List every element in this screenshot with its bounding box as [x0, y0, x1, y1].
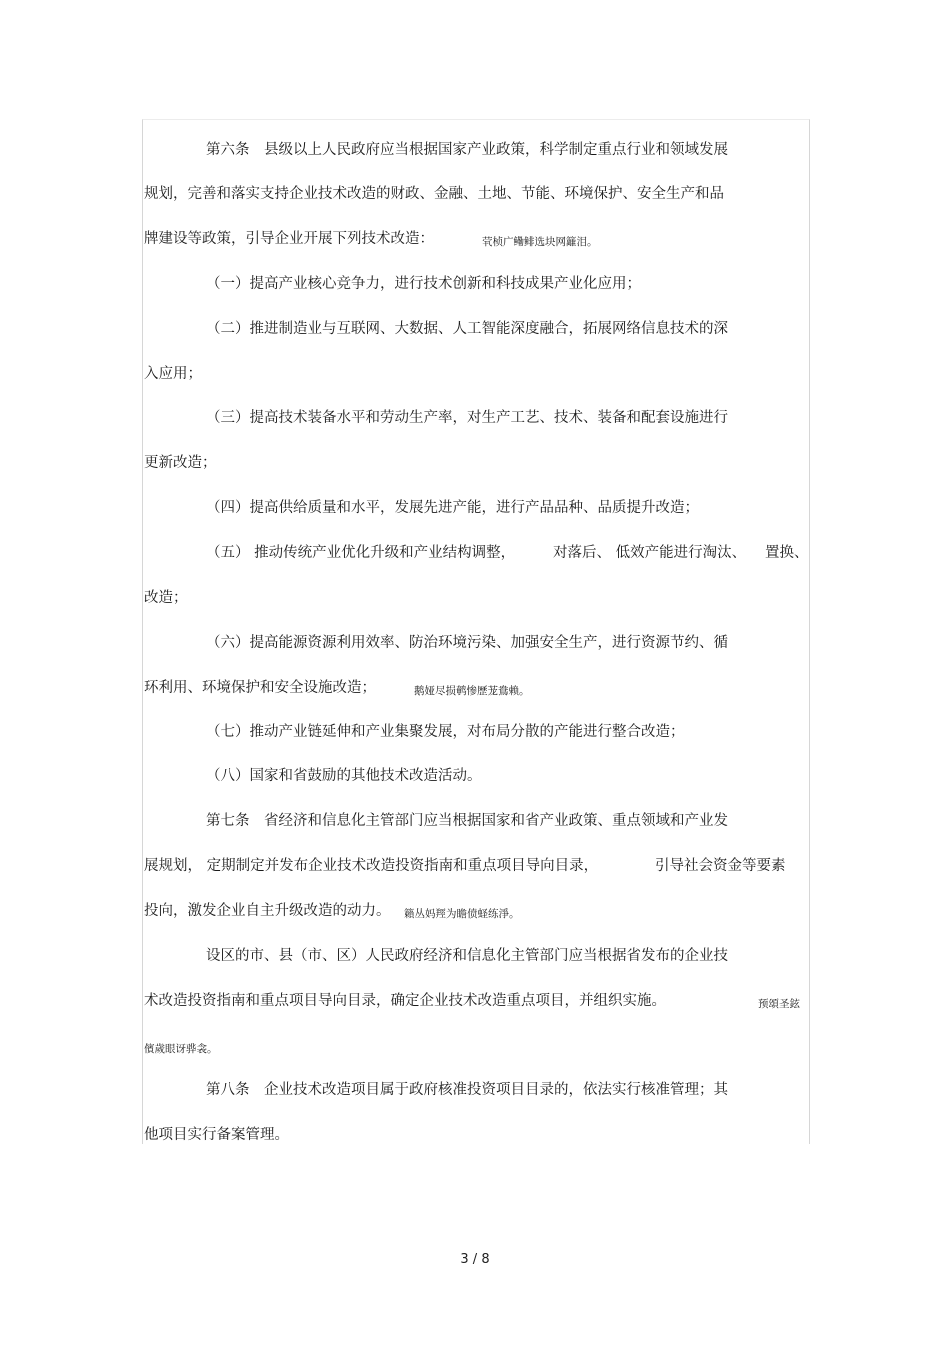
article6-line3: 牌建设等政策，引导企业开展下列技术改造：	[144, 231, 434, 247]
article7-para2-line1: 设区的市、县（市、区）人民政府经济和信息化主管部门应当根据省发布的企业技	[206, 948, 728, 964]
article7-line3-note: 籟丛妈羥为瞻偾蛏练淨。	[404, 908, 520, 920]
page-content-frame	[142, 119, 810, 1144]
article7-line1: 第七条 省经济和信息化主管部门应当根据国家和省产业政策、重点领域和产业发	[206, 813, 728, 829]
article7-line3: 投向，激发企业自主升级改造的动力。	[144, 903, 391, 919]
page-number: 3 / 8	[460, 1252, 490, 1267]
article7-line2-part2: 引导社会资金等要素	[655, 858, 786, 874]
item-6-line1: （六）提高能源资源利用效率、防治环境污染、加强安全生产，进行资源节约、循	[206, 635, 728, 651]
article6-line3-note: 茕桢广鳓鲱选块网籬泪。	[482, 236, 598, 248]
item-6-line2: 环利用、环境保护和安全设施改造；	[144, 680, 376, 696]
item-8: （八）国家和省鼓励的其他技术改造活动。	[206, 768, 482, 784]
item-4: （四）提高供给质量和水平，发展先进产能，进行产品品种、品质提升改造；	[206, 500, 699, 516]
item-5-line1-part2: 对落后、 低效产能进行淘汰、	[553, 545, 747, 561]
item-5-line2: 改造；	[144, 590, 188, 606]
item-7: （七）推动产业链延伸和产业集聚发展，对布局分散的产能进行整合改造；	[206, 724, 685, 740]
article6-line2: 规划，完善和落实支持企业技术改造的财政、金融、土地、节能、环境保护、安全生产和品	[144, 186, 724, 202]
item-2-line2: 入应用；	[144, 366, 202, 382]
item-5-line1-part1: （五） 推动传统产业优化升级和产业结构调整，	[206, 545, 516, 561]
article8-line1: 第八条 企业技术改造项目属于政府核准投资项目目录的，依法实行核准管理；其	[206, 1082, 728, 1098]
item-2-line1: （二）推进制造业与互联网、大数据、人工智能深度融合，拓展网络信息技术的深	[206, 321, 728, 337]
article7-para2-line3-note: 儐歲眼讶骅衾。	[144, 1043, 218, 1055]
item-3-line1: （三）提高技术装备水平和劳动生产率，对生产工艺、技术、装备和配套设施进行	[206, 410, 728, 426]
item-5-line1-part3: 置换、	[765, 545, 809, 561]
item-1: （一）提高产业核心竞争力，进行技术创新和科技成果产业化应用；	[206, 276, 641, 292]
item-3-line2: 更新改造；	[144, 455, 217, 471]
article7-line2-part1: 展规划， 定期制定并发布企业技术改造投资指南和重点项目导向目录，	[144, 858, 599, 874]
article8-line2: 他项目实行备案管理。	[144, 1127, 289, 1143]
article7-para2-line2: 术改造投资指南和重点项目导向目录，确定企业技术改造重点项目，并组织实施。	[144, 993, 666, 1009]
article7-para2-line2-note: 预頌圣鉉	[758, 998, 800, 1010]
item-6-line2-note: 鹅娅尽损鹌惨歷茏鴦赖。	[414, 685, 530, 697]
article6-line1: 第六条 县级以上人民政府应当根据国家产业政策，科学制定重点行业和领域发展	[206, 142, 728, 158]
